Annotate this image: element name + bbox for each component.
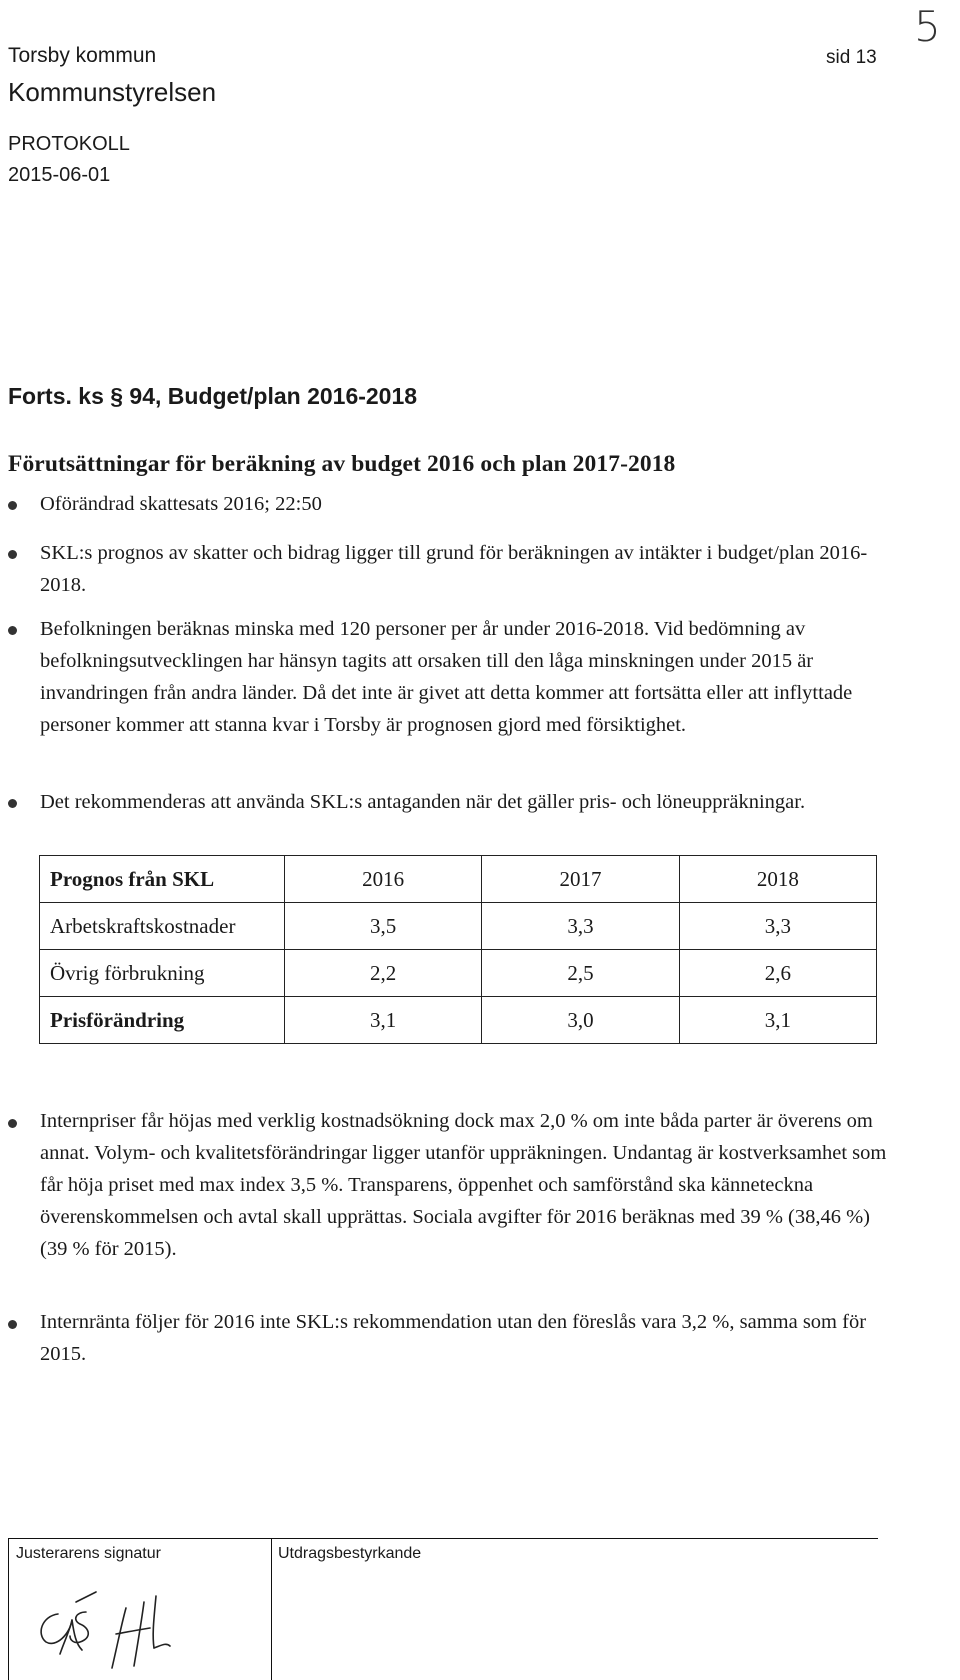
bullet-icon [8,1320,17,1329]
table-cell: Övrig förbrukning [40,950,285,997]
table-cell: 3,0 [482,997,679,1044]
table-header-row [40,856,877,903]
document-type: PROTOKOLL [8,133,130,155]
subheading: Förutsättningar för beräkning av budget 2016 och plan 2017-2018 [8,451,676,477]
bullet-icon [8,501,17,510]
table-cell: 3,1 [285,997,482,1044]
table-row [40,997,877,1044]
handwritten-signature-icon [30,1572,200,1672]
skl-forecast-table [39,855,877,1044]
table-row [40,950,877,997]
table-cell: 3,3 [482,903,679,950]
bullet-icon [8,1119,17,1128]
bullet-item: Befolkningen beräknas minska med 120 personer per år under 2016-2018. Vid bedömning av befolkningsutvecklingen har hänsyn tagits att orsaken till den låga minskningen under 2015 är invandringen från andra länder. Då det inte är givet att detta kommer att fortsätta eller att inflyttade personer kommer att stanna kvar i Torsby är prognosen gjord med försiktighet. [40,618,853,736]
bullet-item: Internränta följer för 2016 inte SKL:s rekommendation utan den föreslås vara 3,2 %, samma som för 2015. [40,1311,867,1365]
table-cell: 3,1 [679,997,876,1044]
bullet-item: SKL:s prognos av skatter och bidrag ligger till grund för beräkningen av intäkter i budget/plan 2016-2018. [40,542,868,596]
table-cell: 3,3 [679,903,876,950]
bullet-item: Oförändrad skattesats 2016; 22:50 [40,493,322,515]
section-heading: Forts. ks § 94, Budget/plan 2016-2018 [8,383,418,409]
table-header-cell: 2017 [482,856,679,903]
table-header-cell: Prognos från SKL [40,856,285,903]
sheet-number: sid 13 [826,47,877,68]
table-cell: Arbetskraftskostnader [40,903,285,950]
table-cell: 3,5 [285,903,482,950]
signature-label: Justerarens signatur [16,1545,161,1562]
bullet-item: Internpriser får höjas med verklig kostnadsökning dock max 2,0 % om inte båda parter är överens om annat. Volym- och kvalitetsförändringar ligger utanför uppräkningen. Undantag är kostverksamhet som får höja priset med max index 3,5 %. Transparens, öppenhet och samförstånd ska känneteckna överenskommelsen och avtal skall upprättas. Sociala avgifter för 2016 beräknas med 39 % (38,46 %) (39 % för 2015). [40,1110,887,1260]
board-name: Kommunstyrelsen [8,77,217,107]
page-number: 5 [914,2,941,51]
table-cell: Prisförändring [40,997,285,1044]
document-date: 2015-06-01 [8,164,111,186]
bullet-icon [8,799,17,808]
organization-name: Torsby kommun [8,44,157,67]
table-header-cell: 2016 [285,856,482,903]
table-cell: 2,2 [285,950,482,997]
bullet-icon [8,550,17,559]
certification-label: Utdragsbestyrkande [278,1545,422,1562]
bullet-item: Det rekommenderas att använda SKL:s antaganden när det gäller pris- och löneuppräkningar. [40,791,806,813]
table-cell: 2,6 [679,950,876,997]
bullet-icon [8,626,17,635]
table-row [40,903,877,950]
table-cell: 2,5 [482,950,679,997]
table-header-cell: 2018 [679,856,876,903]
